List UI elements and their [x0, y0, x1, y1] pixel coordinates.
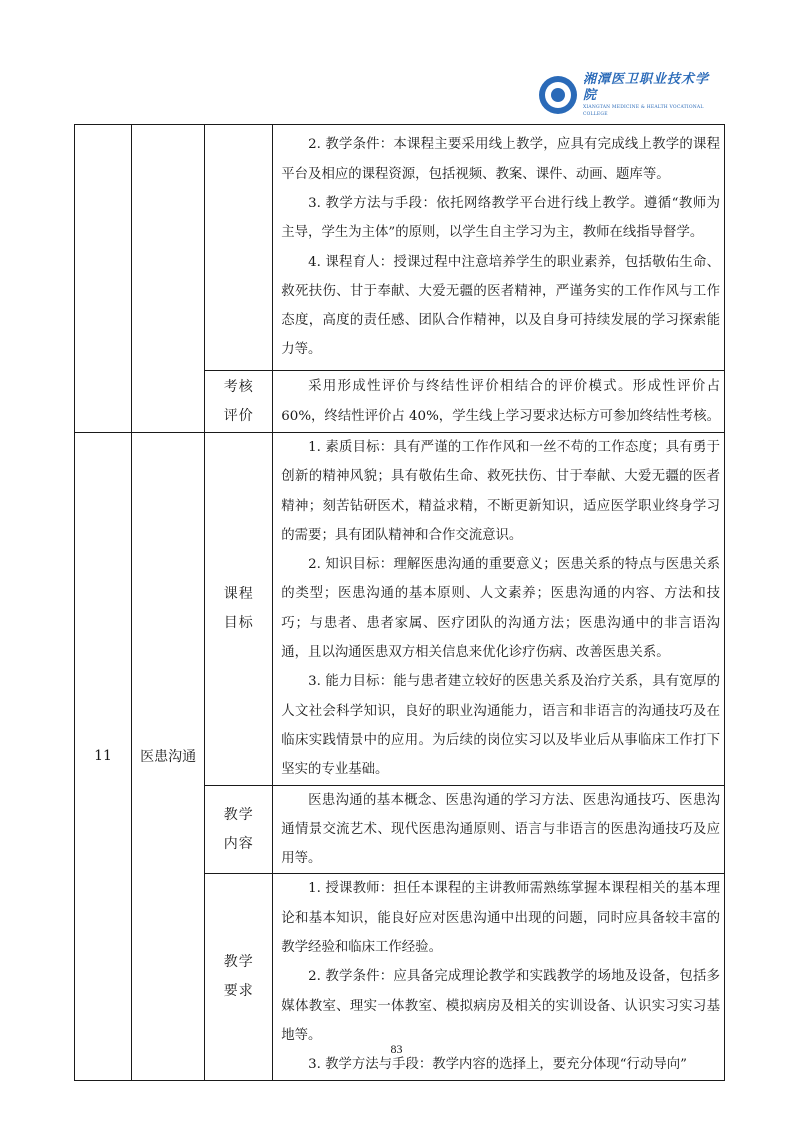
- assessment-content: [273, 371, 725, 433]
- goal-paragraph: 1. 素质目标：具有严谨的工作作风和一丝不苟的工作态度；具有勇于创新的精神风貌；具有敬佑生命、救死扶伤、甘于奉献、大爱无疆的医者精神；刻苦钻研医术，精益求精，不断更新知识，适应医学职业终身学习的需要；具有团队精神和合作交流意识。: [281, 440, 720, 543]
- curriculum-table: [74, 124, 725, 1081]
- table-row: [75, 433, 725, 786]
- assessment-text: 采用形成性评价与终结性评价相结合的评价模式。形成性评价占60%，终结性评价占 40%，学生线上学习要求达标方可参加终结性考核。: [281, 379, 720, 424]
- course-number: 11: [75, 433, 132, 1081]
- teaching-content: [273, 785, 725, 874]
- requirement-paragraph: 2. 教学条件：本课程主要采用线上教学，应具有完成线上教学的课程平台及相应的课程资源，包括视频、教案、课件、动画、题库等。: [281, 137, 720, 182]
- course-goals-label: 课程 目标: [205, 433, 273, 786]
- requirement-paragraph: 3. 教学方法与手段：依托网络教学平台进行线上教学。遵循“教师为主导，学生为主体”的原则，以学生自主学习为主，教师在线指导督学。: [281, 195, 720, 241]
- requirement-paragraph: 1. 授课教师：担任本课程的主讲教师需熟练掌握本课程相关的基本理论和基本知识，能良好应对医患沟通中出现的问题，同时应具备较丰富的教学经验和临床工作经验。: [281, 881, 720, 956]
- course-number-cell: [75, 125, 132, 433]
- course-goals-content: [273, 433, 725, 786]
- course-name-cell: [132, 125, 205, 433]
- teaching-requirements-continued: [273, 125, 725, 371]
- course-name: 医患沟通: [132, 433, 205, 1081]
- college-logo: [539, 70, 709, 120]
- logo-english-name: XIANGTAN MEDICINE & HEALTH VOCATIONAL COLLEGE: [583, 105, 704, 117]
- page-number: 83: [390, 1042, 403, 1056]
- college-seal-icon: [539, 76, 577, 114]
- requirement-paragraph: 4. 课程育人：授课过程中注意培养学生的职业素养，包括敬佑生命、救死扶伤、甘于奉献、大爱无疆的医者精神，严谨务实的工作作风与工作态度，高度的责任感、团队合作精神，以及自身可持续发展的学习探索能力等。: [281, 254, 720, 358]
- teaching-content-text: 医患沟通的基本概念、医患沟通的学习方法、医患沟通技巧、医患沟通情景交流艺术、现代医患沟通原则、语言与非语言的医患沟通技巧及应用等。: [281, 792, 720, 867]
- goal-paragraph: 2. 知识目标：理解医患沟通的重要意义；医患关系的特点与医患关系的类型；医患沟通的基本原则、人文素养；医患沟通的内容、方法和技巧；与患者、患者家属、医疗团队的沟通方法；医患沟通中的非言语沟通，且以沟通医患双方相关信息来优化诊疗伤病、改善医患关系。: [281, 557, 720, 661]
- assessment-label: 考核 评价: [205, 371, 273, 433]
- teaching-content-label: 教学 内容: [205, 785, 273, 874]
- requirement-paragraph: 2. 教学条件：应具备完成理论教学和实践教学的场地及设备，包括多媒体教室、理实一体教室、模拟病房及相关的实训设备、认识实习实习基地等。: [281, 969, 720, 1043]
- requirement-paragraph: 3. 教学方法与手段：教学内容的选择上，要充分体现“行动导向”: [308, 1057, 687, 1073]
- table-row: [75, 125, 725, 371]
- logo-chinese-name: 湘潭医卫职业技术学院: [583, 72, 710, 103]
- teaching-requirements-label: 教学 要求: [205, 874, 273, 1080]
- row-label-cell: [205, 125, 273, 371]
- logo-text: [583, 72, 709, 118]
- goal-paragraph: 3. 能力目标：能与患者建立较好的医患关系及治疗关系，具有宽厚的人文社会科学知识，良好的职业沟通能力，语言和非语言的沟通技巧及在临床实践情景中的应用。为后续的岗位实习以及毕业后从事临床工作打下坚实的专业基础。: [281, 674, 720, 778]
